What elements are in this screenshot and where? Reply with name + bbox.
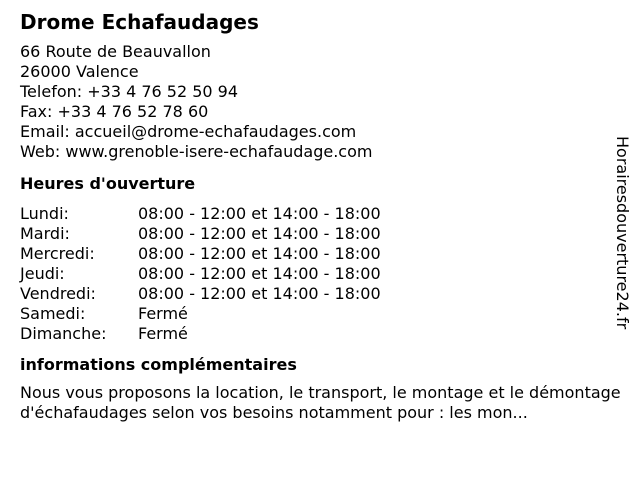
phone-number: Telefon: +33 4 76 52 50 94	[20, 82, 239, 101]
time-value: 08:00 - 12:00 et 14:00 - 18:00	[138, 244, 381, 263]
business-card	[20, 8, 620, 423]
site-watermark	[612, 136, 632, 372]
hours-row-monday	[20, 204, 620, 224]
hours-heading: Heures d'ouverture	[20, 174, 196, 193]
business-name: Drome Echafaudages	[20, 10, 259, 34]
address-street: 66 Route de Beauvallon	[20, 42, 211, 61]
website-url: Web: www.grenoble-isere-echafaudage.com	[20, 142, 373, 161]
day-label: Mardi:	[20, 224, 70, 243]
time-value: 08:00 - 12:00 et 14:00 - 18:00	[138, 264, 381, 283]
hours-row-wednesday	[20, 244, 620, 264]
hours-row-saturday	[20, 304, 620, 324]
address-city: 26000 Valence	[20, 62, 139, 81]
day-label: Lundi:	[20, 204, 69, 223]
hours-row-tuesday	[20, 224, 620, 244]
email-address: Email: accueil@drome-echafaudages.com	[20, 122, 357, 141]
watermark-text: Horairesdouverture24.fr	[613, 136, 632, 330]
time-value: Fermé	[138, 324, 188, 343]
day-label: Dimanche:	[20, 324, 107, 343]
hours-row-thursday	[20, 264, 620, 284]
info-description: Nous vous proposons la location, le transport, le montage et le démontage d'échafaudages selon vos besoins notamment pour : les mon...	[20, 383, 621, 422]
hours-row-sunday	[20, 324, 620, 344]
day-label: Mercredi:	[20, 244, 95, 263]
opening-hours-table	[20, 204, 620, 344]
time-value: 08:00 - 12:00 et 14:00 - 18:00	[138, 204, 381, 223]
fax-number: Fax: +33 4 76 52 78 60	[20, 102, 209, 121]
hours-row-friday	[20, 284, 620, 304]
info-heading: informations complémentaires	[20, 355, 297, 374]
day-label: Jeudi:	[20, 264, 65, 283]
day-label: Vendredi:	[20, 284, 96, 303]
time-value: Fermé	[138, 304, 188, 323]
day-label: Samedi:	[20, 304, 86, 323]
time-value: 08:00 - 12:00 et 14:00 - 18:00	[138, 224, 381, 243]
time-value: 08:00 - 12:00 et 14:00 - 18:00	[138, 284, 381, 303]
contact-details	[20, 42, 620, 162]
